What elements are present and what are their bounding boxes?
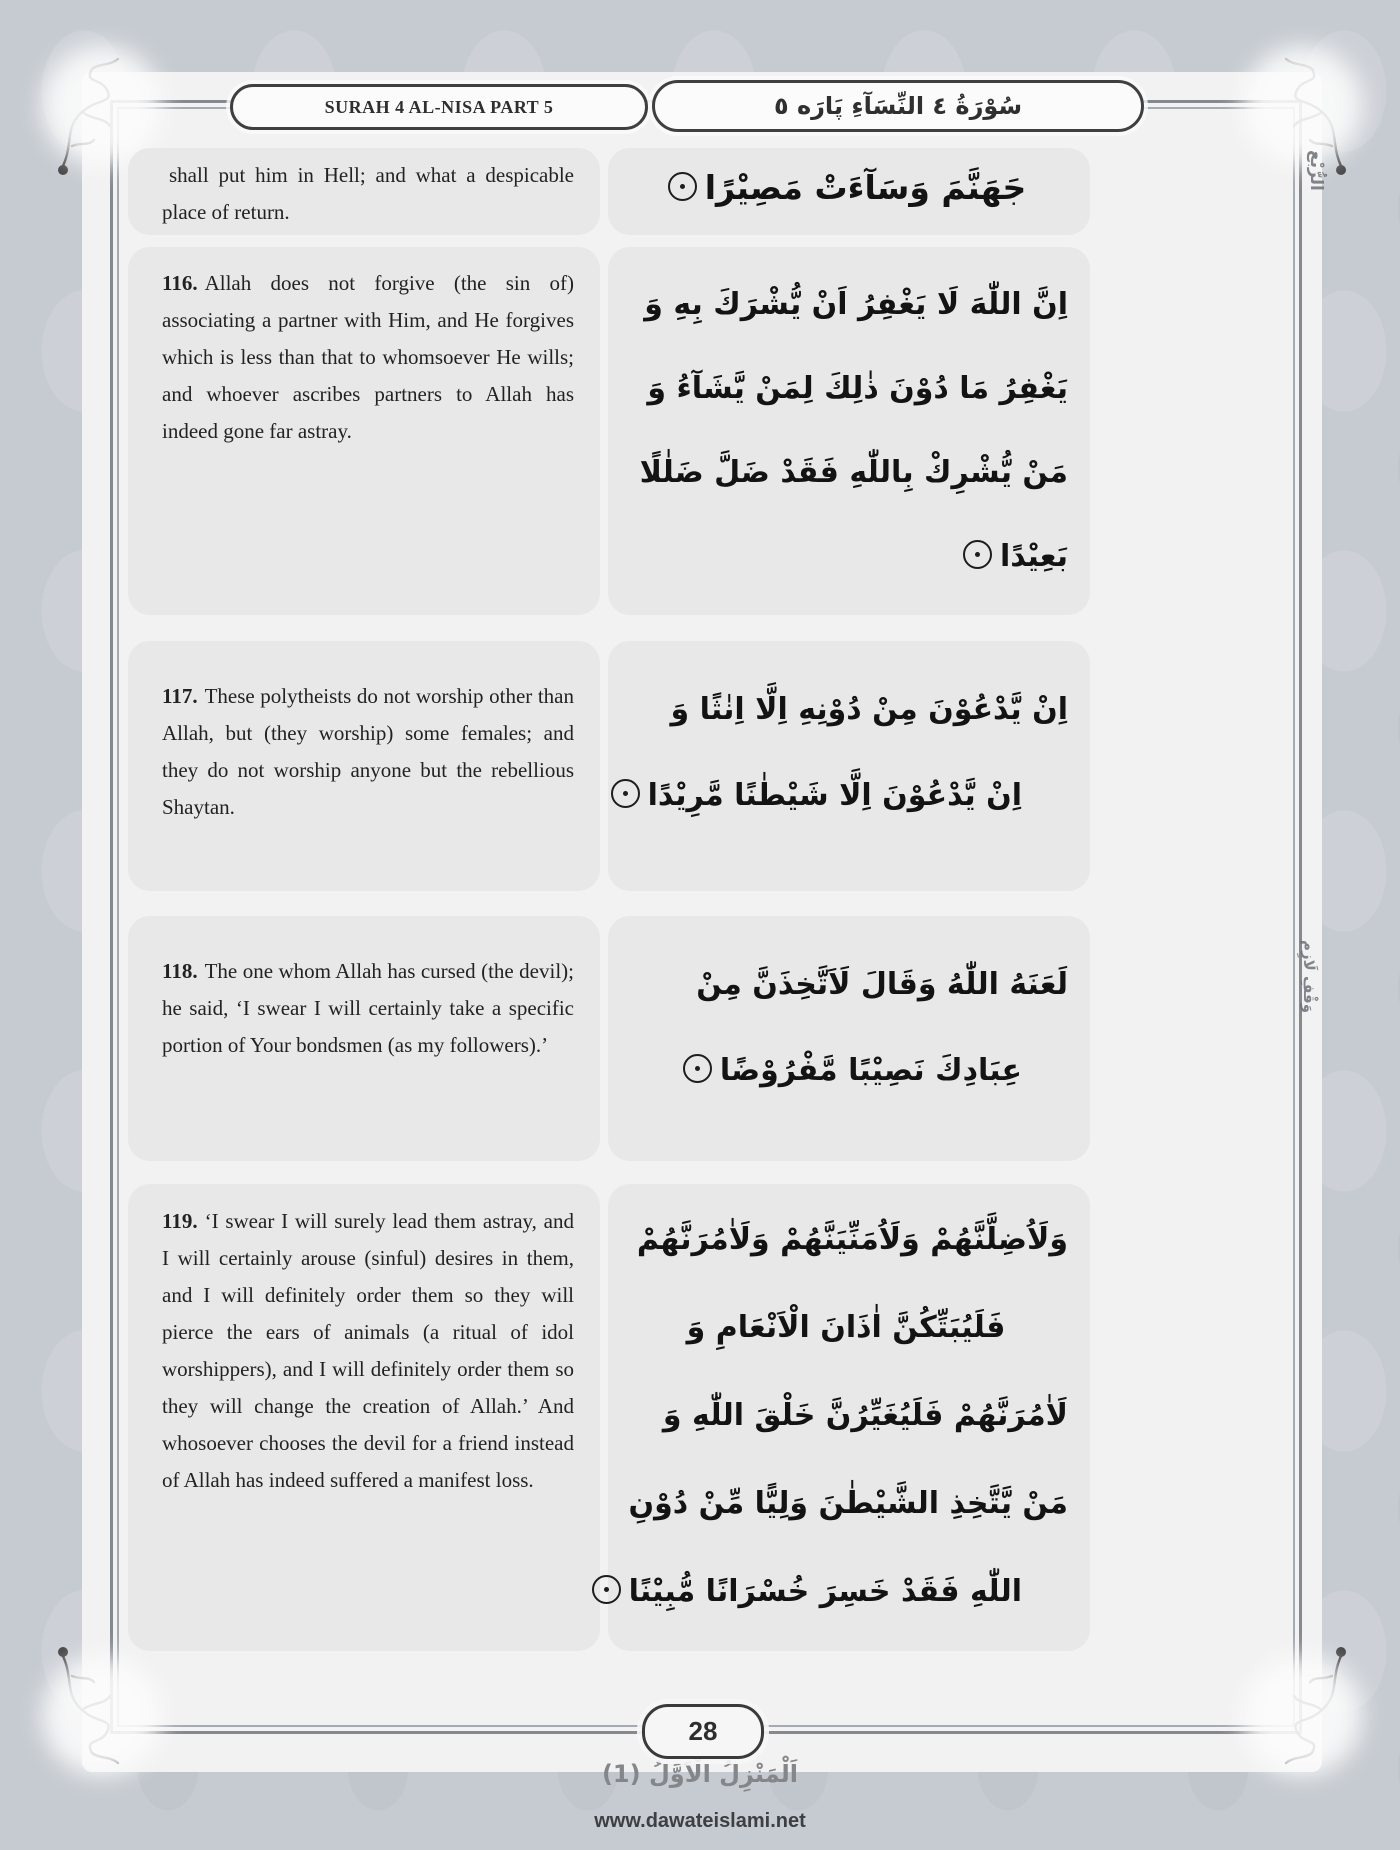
arabic-line: مَنْ يَّتَّخِذِ الشَّيْطٰنَ وَلِيًّا مِّنْ دُوْنِ [628,1486,1068,1521]
arabic-line: يَغْفِرُ مَا دُوْنَ ذٰلِكَ لِمَنْ يَّشَآءُ وَ [647,371,1068,406]
verse-number: 117. [162,684,198,708]
arabic-line: مَنْ يُّشْرِكْ بِاللّٰهِ فَقَدْ ضَلَّ ضَلٰلًا [639,455,1068,490]
ayah-end-icon [683,1054,712,1083]
website-url: www.dawateislami.net [594,1810,806,1832]
arabic-line: بَعِيْدًا [624,515,1068,599]
translation-block-119 [128,1184,600,1651]
arabic-line: اللّٰهِ فَقَدْ خَسِرَ خُسْرَانًا مُّبِيْنًا [624,1548,1068,1636]
arabic-line: وَلَاُضِلَّنَّهُمْ وَلَاُمَنِّيَنَّهُمْ وَلَاٰمُرَنَّهُمْ [636,1222,1068,1257]
arabic-block-118 [608,916,1090,1161]
translation-text: shall put him in Hell; and what a despicable place of return. [162,163,574,224]
arabic-block-117 [608,641,1090,891]
translation-block-115 [128,148,600,235]
margin-note-rub-marker: الرُّبْع [1306,150,1326,191]
arabic-block-116 [608,247,1090,615]
surah-title-english: SURAH 4 AL-NISA PART 5 [324,96,554,117]
arabic-line: لَعَنَهُ اللّٰهُ وَقَالَ لَاَتَّخِذَنَّ مِنْ [696,967,1068,1002]
arabic-line: اِنْ يَّدْعُوْنَ اِلَّا شَيْطٰنًا مَّرِيْدًا [624,753,1068,839]
ayah-end-icon [592,1575,621,1604]
arabic-line: لَاٰمُرَنَّهُمْ فَلَيُغَيِّرُنَّ خَلْقَ اللّٰهِ وَ [662,1398,1068,1433]
verse-number: 116. [162,271,198,295]
translation-text: 116. Allah does not forgive (the sin of) associating a partner with Him, and He forgives which is less than that to whomsoever He wills; and whoever ascribes partners to Allah has indeed gone far astray. [162,271,574,443]
translation-text: 119. ‘I swear I will surely lead them astray, and I will certainly arouse (sinful) desires in them, and I will definitely order them so they will pierce the ears of animals (a ritual of idol worshippers), and I will definitely order them so they will change the creation of Allah.’ And whosoever chooses the devil for a friend instead of Allah has indeed suffered a manifest loss. [162,1209,574,1492]
manzil-label: اَلْمَنْزِلُ الْاَوَّلُ (1) [601,1760,799,1788]
translation-block-117 [128,641,600,891]
margin-note-waqf-marker: وَقْفِ لَازِم [1300,940,1318,1014]
arabic-block-115 [608,148,1090,235]
surah-title-banner-arabic [652,80,1144,132]
ayah-end-icon [611,779,640,808]
page-number: 28 [688,1716,718,1746]
surah-title-banner-english [230,84,648,130]
surah-title-arabic: سُوْرَةُ ٤ النِّسَآءِ پَارَه ٥ [773,92,1023,120]
arabic-line: عِبَادِكَ نَصِيْبًا مَّفْرُوْضًا [624,1028,1068,1114]
arabic-line: اِنَّ اللّٰهَ لَا يَغْفِرُ اَنْ يُّشْرَكَ بِهِ وَ [644,287,1068,322]
translation-block-118 [128,916,600,1161]
ayah-end-icon [668,172,697,201]
arabic-line: اِنْ يَّدْعُوْنَ مِنْ دُوْنِهِ اِلَّا اِنٰثًا وَ [670,692,1068,727]
arabic-line: جَهَنَّمَ وَسَآءَتْ مَصِيْرًا [624,168,1068,207]
translation-text: 118. The one whom Allah has cursed (the devil); he said, ‘I swear I will certainly take a specific portion of Your bondsmen (as my followers).’ [162,959,574,1057]
verse-number: 118. [162,959,198,983]
arabic-line: فَلَيُبَتِّكُنَّ اٰذَانَ الْاَنْعَامِ وَ [686,1310,1006,1345]
translation-block-116 [128,247,600,615]
translation-text: 117. These polytheists do not worship other than Allah, but (they worship) some females; and they do not worship anyone but the rebellious Shaytan. [162,684,574,819]
arabic-block-119 [608,1184,1090,1651]
page-number-badge [642,1704,764,1759]
verse-number: 119. [162,1209,198,1233]
ayah-end-icon [963,540,992,569]
